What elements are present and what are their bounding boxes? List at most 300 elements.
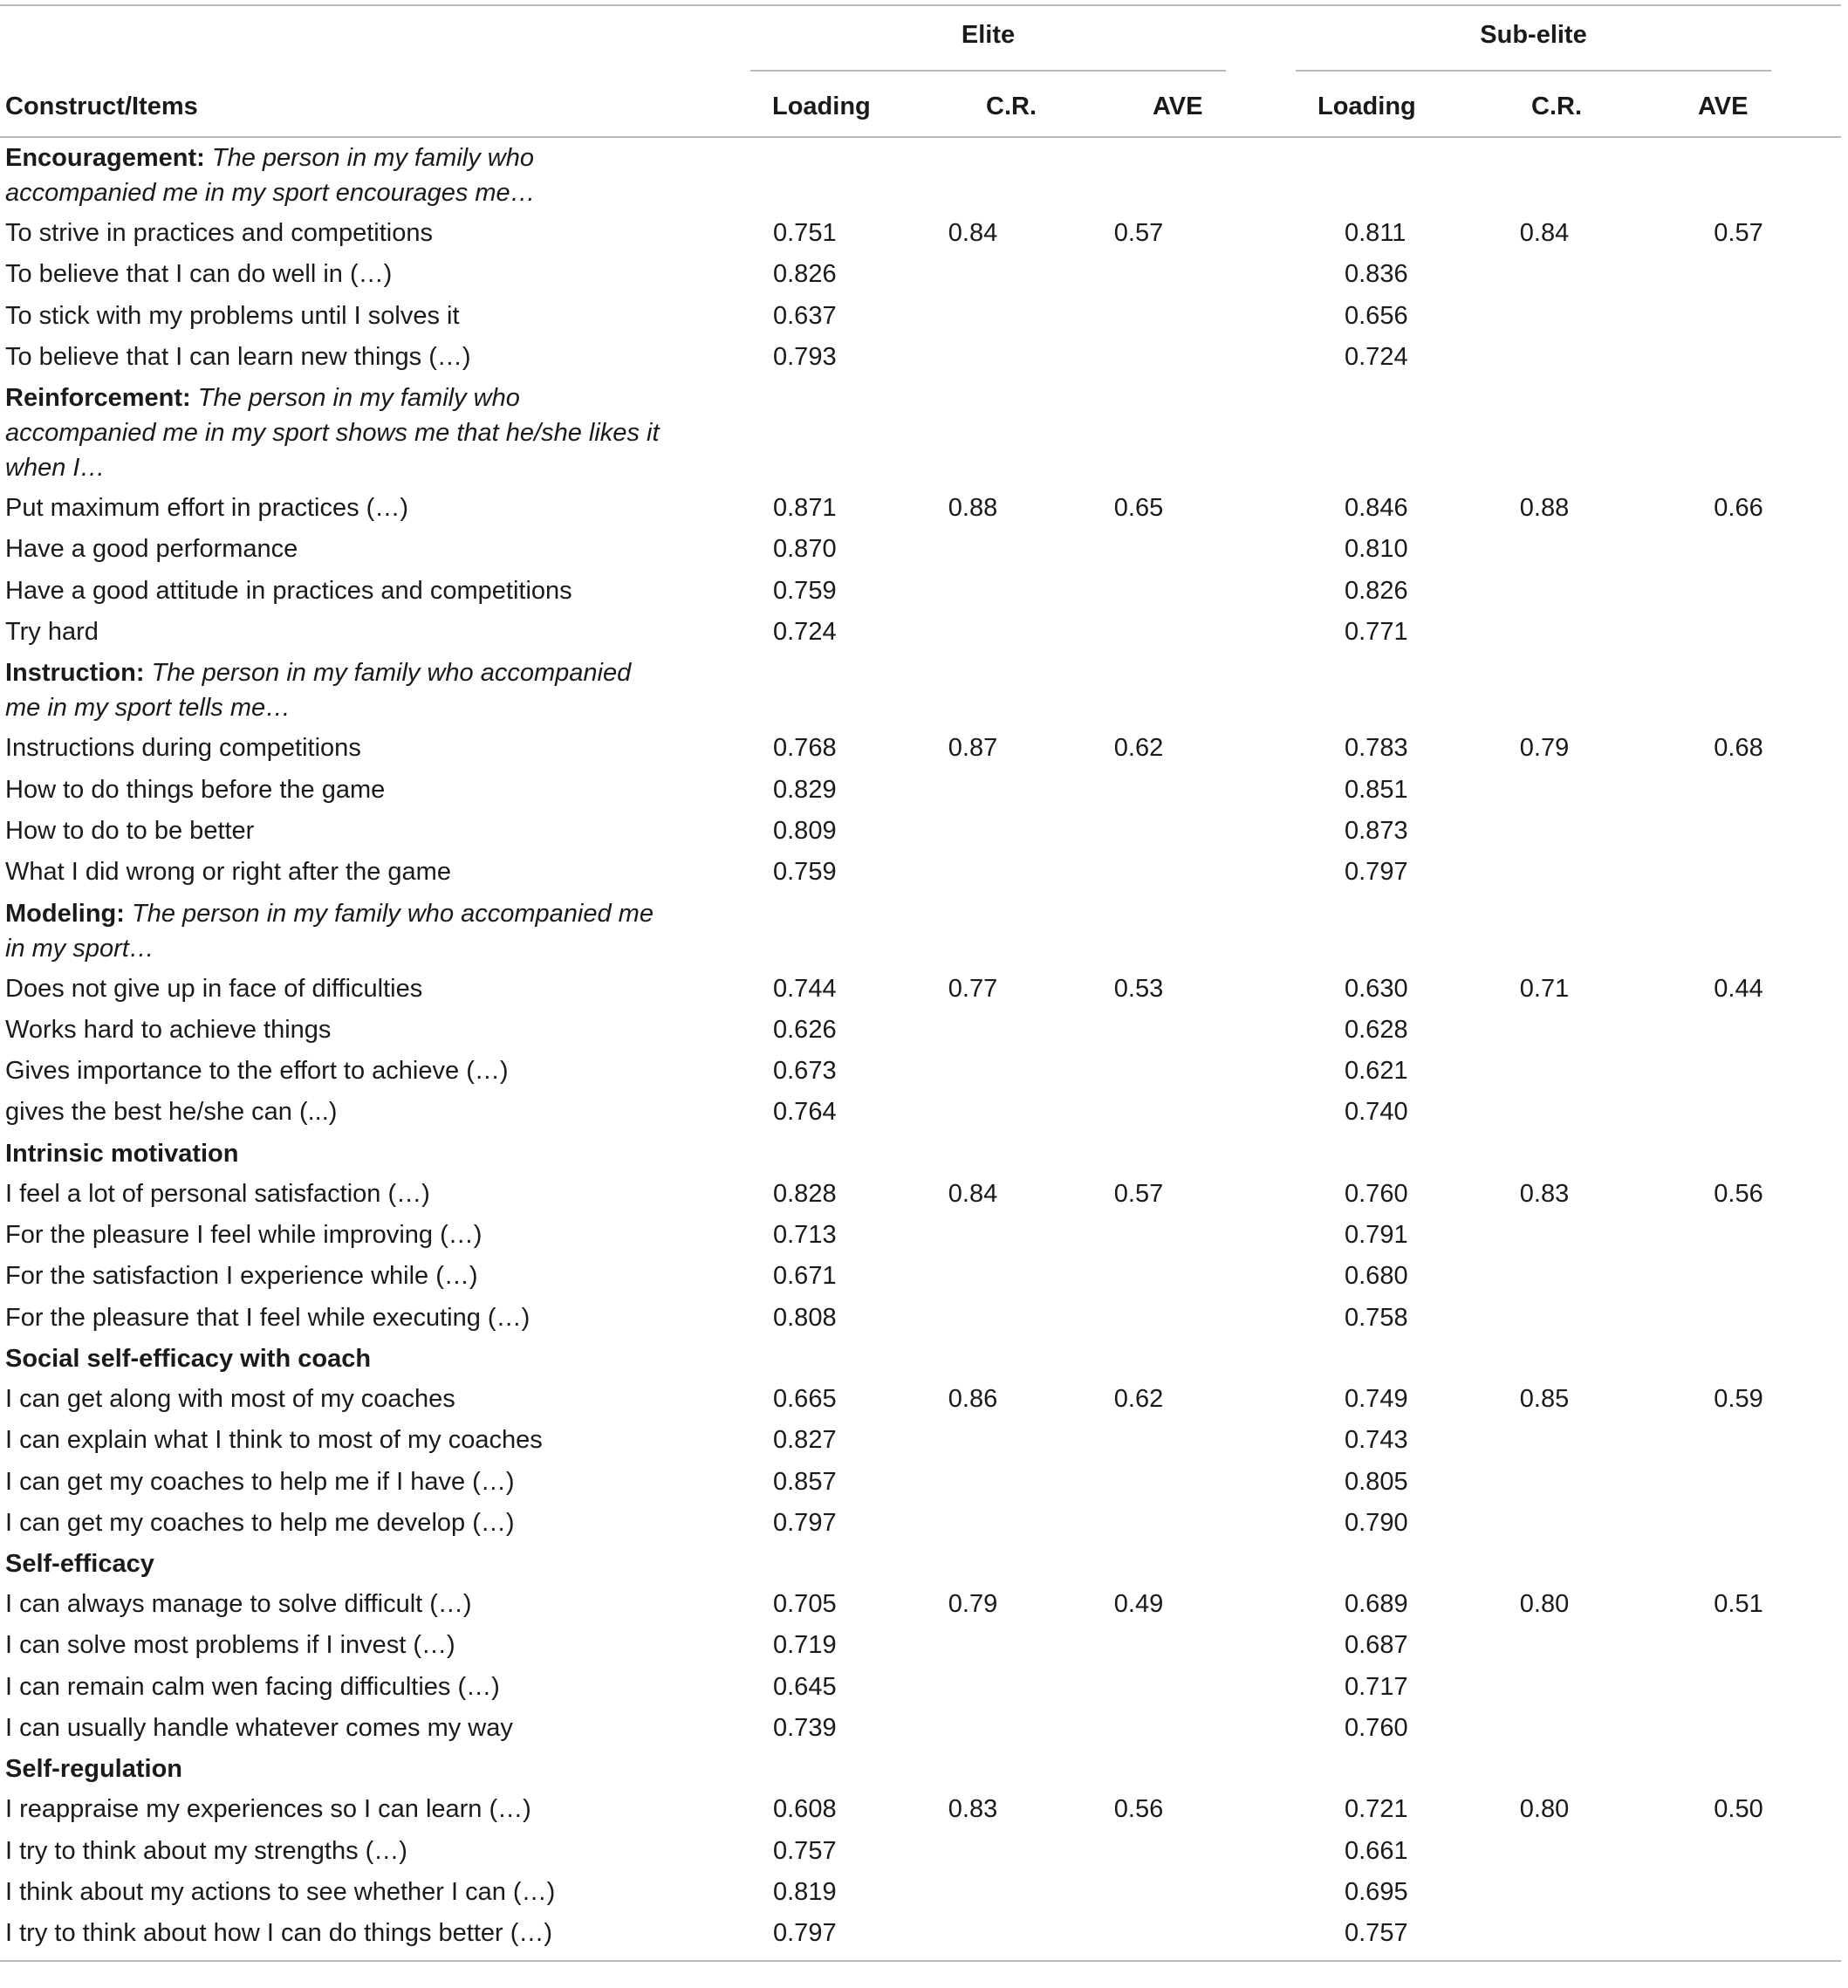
gap-cell (1213, 1379, 1320, 1420)
empty-cell (1064, 138, 1213, 213)
sub-elite-ave: 0.44 (1714, 974, 1763, 1003)
gap-cell (1213, 1667, 1320, 1708)
empty-cell (749, 1134, 881, 1174)
empty-cell (881, 653, 1064, 728)
sub-elite-loading: 0.680 (1345, 1262, 1408, 1291)
sub-elite-cr (1453, 1708, 1636, 1749)
elite-ave (1064, 1503, 1213, 1544)
sub-elite-ave (1636, 1298, 1841, 1339)
empty-cell (1636, 1544, 1841, 1584)
table-row (0, 969, 1841, 1010)
gap-cell (1213, 1174, 1320, 1215)
elite-ave (1064, 1092, 1213, 1133)
item-label: I can explain what I think to most of my coaches (5, 1426, 543, 1455)
section-description: The person in my family who accompanied me in my sport… (5, 899, 654, 963)
empty-cell (1320, 653, 1453, 728)
sub-elite-loading: 0.791 (1345, 1221, 1408, 1250)
empty-cell (1320, 1339, 1453, 1379)
gap-cell (1213, 1092, 1320, 1133)
sub-elite-loading: 0.621 (1345, 1057, 1408, 1086)
item-label: I try to think about how I can do things better (…) (5, 1919, 553, 1948)
sub-elite-cr (1453, 811, 1636, 852)
gap-cell (1213, 571, 1320, 612)
section-header-row (0, 1544, 1841, 1584)
gap-cell (1213, 296, 1320, 337)
empty-cell (1213, 653, 1320, 728)
item-label: To stick with my problems until I solves it (5, 301, 460, 330)
col-header-sub-elite-ave: AVE (1698, 93, 1749, 120)
sub-elite-ave (1636, 1256, 1841, 1297)
sub-elite-cr (1453, 1913, 1636, 1954)
section-title (5, 1546, 668, 1581)
elite-cr (881, 337, 1064, 378)
sub-elite-cr: 0.71 (1519, 974, 1570, 1003)
elite-cr (881, 1010, 1064, 1051)
elite-loading: 0.719 (773, 1631, 837, 1660)
empty-cell (749, 378, 881, 488)
gap-cell (1213, 969, 1320, 1010)
elite-loading: 0.809 (773, 816, 837, 845)
sub-elite-loading: 0.846 (1345, 494, 1408, 523)
elite-cr (881, 1256, 1064, 1297)
col-header-sub-elite-loading: Loading (1318, 93, 1416, 120)
sub-elite-cr (1453, 1420, 1636, 1461)
elite-ave (1064, 337, 1213, 378)
gap-cell (1213, 529, 1320, 570)
empty-cell (1636, 1339, 1841, 1379)
table-row (0, 1831, 1841, 1872)
empty-cell (1213, 1749, 1320, 1789)
table-row (0, 1420, 1841, 1461)
section-name: Self-regulation (5, 1755, 183, 1784)
gap-cell (1213, 728, 1320, 769)
sub-elite-loading: 0.805 (1345, 1467, 1408, 1496)
empty-cell (1064, 653, 1213, 728)
item-label: I can get along with most of my coaches (5, 1384, 455, 1413)
empty-cell (881, 1544, 1064, 1584)
elite-cr (881, 1708, 1064, 1749)
empty-cell (881, 138, 1064, 213)
sub-elite-cr (1453, 1256, 1636, 1297)
col-header-item: Construct/Items (5, 93, 198, 120)
elite-loading: 0.797 (773, 1508, 837, 1537)
empty-cell (1320, 138, 1453, 213)
item-label: To strive in practices and competitions (5, 219, 433, 247)
empty-cell (1636, 1134, 1841, 1174)
item-label: Try hard (5, 618, 99, 647)
elite-cr (881, 770, 1064, 811)
elite-ave: 0.62 (1113, 734, 1164, 763)
gap-cell (1213, 1708, 1320, 1749)
sub-elite-cr: 0.85 (1519, 1384, 1570, 1413)
table-row (0, 1503, 1841, 1544)
elite-ave (1064, 1010, 1213, 1051)
table-row (0, 1256, 1841, 1297)
elite-ave (1064, 852, 1213, 893)
table-row (0, 1215, 1841, 1256)
item-label: Have a good performance (5, 535, 298, 564)
gap-cell (1213, 213, 1320, 254)
sub-elite-loading: 0.721 (1345, 1795, 1408, 1824)
empty-cell (881, 378, 1064, 488)
gap-cell (1213, 612, 1320, 653)
gap-cell (1213, 852, 1320, 893)
section-title-cell (0, 653, 749, 728)
empty-cell (1453, 138, 1636, 213)
gap-cell (1213, 1215, 1320, 1256)
empty-cell (1453, 653, 1636, 728)
table-row (0, 1789, 1841, 1830)
empty-cell (1453, 1134, 1636, 1174)
section-name: Reinforcement: (5, 384, 191, 413)
elite-cr: 0.88 (948, 494, 998, 523)
table-row (0, 1708, 1841, 1749)
gap-cell (1213, 254, 1320, 295)
section-header-row (0, 1749, 1841, 1789)
sub-elite-ave: 0.66 (1714, 494, 1763, 523)
gap-cell (1213, 811, 1320, 852)
elite-ave (1064, 1667, 1213, 1708)
gap-cell (1213, 1462, 1320, 1503)
empty-cell (1320, 1749, 1453, 1789)
elite-cr (881, 571, 1064, 612)
elite-loading: 0.671 (773, 1262, 837, 1291)
item-label: To believe that I can do well in (…) (5, 260, 393, 289)
sub-elite-cr (1453, 1625, 1636, 1666)
sub-elite-ave (1636, 852, 1841, 893)
empty-cell (1453, 1339, 1636, 1379)
section-description: The person in my family who accompanied me in my sport shows me that he/she likes it when I… (5, 384, 660, 483)
elite-ave (1064, 1462, 1213, 1503)
gap-cell (1213, 1298, 1320, 1339)
sub-elite-ave (1636, 811, 1841, 852)
elite-ave (1064, 1051, 1213, 1092)
elite-cr (881, 1503, 1064, 1544)
elite-cr (881, 1462, 1064, 1503)
table-row (0, 1174, 1841, 1215)
empty-cell (1453, 1749, 1636, 1789)
sub-elite-ave (1636, 612, 1841, 653)
sub-elite-cr: 0.83 (1519, 1179, 1570, 1208)
item-label: I feel a lot of personal satisfaction (…) (5, 1179, 430, 1208)
sub-elite-ave (1636, 1708, 1841, 1749)
item-label: gives the best he/she can (...) (5, 1098, 338, 1127)
item-label: Have a good attitude in practices and competitions (5, 576, 572, 605)
empty-cell (1636, 1749, 1841, 1789)
elite-loading: 0.808 (773, 1303, 837, 1332)
table-row (0, 1092, 1841, 1133)
sub-elite-loading: 0.628 (1345, 1015, 1408, 1044)
elite-loading: 0.797 (773, 1919, 837, 1948)
empty-cell (881, 1749, 1064, 1789)
elite-ave: 0.56 (1113, 1795, 1164, 1824)
sub-elite-loading: 0.717 (1345, 1672, 1408, 1701)
item-label: To believe that I can learn new things (…) (5, 342, 471, 371)
sub-elite-cr (1453, 1667, 1636, 1708)
elite-loading: 0.871 (773, 494, 837, 523)
elite-cr: 0.86 (948, 1384, 998, 1413)
elite-ave (1064, 1708, 1213, 1749)
empty-cell (1064, 378, 1213, 488)
sub-elite-loading: 0.797 (1345, 858, 1408, 887)
elite-loading: 0.870 (773, 535, 837, 564)
section-title (5, 655, 668, 725)
elite-loading: 0.705 (773, 1590, 837, 1619)
elite-loading: 0.637 (773, 301, 837, 330)
empty-cell (1320, 378, 1453, 488)
elite-loading: 0.673 (773, 1057, 837, 1086)
empty-cell (1213, 1339, 1320, 1379)
elite-cr (881, 1420, 1064, 1461)
section-name: Instruction: (5, 659, 145, 688)
elite-cr (881, 529, 1064, 570)
elite-ave: 0.57 (1113, 1179, 1164, 1208)
sub-elite-cr (1453, 852, 1636, 893)
elite-cr (881, 1872, 1064, 1913)
table-row (0, 770, 1841, 811)
elite-loading: 0.759 (773, 858, 837, 887)
elite-cr (881, 1667, 1064, 1708)
empty-cell (1636, 653, 1841, 728)
empty-cell (749, 1749, 881, 1789)
elite-ave (1064, 1625, 1213, 1666)
elite-ave (1064, 529, 1213, 570)
sub-elite-ave: 0.59 (1714, 1384, 1763, 1413)
empty-cell (1453, 1544, 1636, 1584)
table-row (0, 1051, 1841, 1092)
elite-cr: 0.83 (948, 1795, 998, 1824)
item-label: Does not give up in face of difficulties (5, 974, 423, 1003)
section-title (5, 1136, 668, 1171)
elite-loading: 0.713 (773, 1221, 837, 1250)
empty-cell (1453, 894, 1636, 969)
gap-cell (1213, 1256, 1320, 1297)
sub-elite-ave (1636, 1831, 1841, 1872)
empty-cell (1064, 894, 1213, 969)
sub-elite-loading: 0.790 (1345, 1508, 1408, 1537)
sub-elite-loading: 0.811 (1345, 219, 1407, 247)
elite-loading: 0.827 (773, 1426, 837, 1455)
elite-loading: 0.826 (773, 260, 837, 289)
empty-cell (1213, 378, 1320, 488)
section-header-row (0, 1134, 1841, 1174)
sub-elite-ave (1636, 571, 1841, 612)
sub-elite-loading: 0.760 (1345, 1179, 1408, 1208)
loadings-table (0, 138, 1841, 1955)
empty-cell (749, 138, 881, 213)
elite-cr (881, 811, 1064, 852)
elite-cr (881, 612, 1064, 653)
sub-elite-cr (1453, 770, 1636, 811)
table-row (0, 213, 1841, 254)
section-title-cell (0, 138, 749, 213)
col-header-elite-loading: Loading (772, 93, 871, 120)
elite-loading: 0.857 (773, 1467, 837, 1496)
elite-ave (1064, 1256, 1213, 1297)
table-row (0, 1913, 1841, 1954)
elite-ave: 0.62 (1113, 1384, 1164, 1413)
section-title-cell (0, 1339, 749, 1379)
sub-elite-ave (1636, 1503, 1841, 1544)
elite-ave (1064, 1872, 1213, 1913)
col-header-elite-ave: AVE (1153, 93, 1203, 120)
elite-cr (881, 1625, 1064, 1666)
gap-cell (1213, 337, 1320, 378)
elite-cr: 0.79 (948, 1590, 998, 1619)
sub-elite-loading: 0.836 (1345, 260, 1408, 289)
elite-loading: 0.759 (773, 576, 837, 605)
section-header-row (0, 1339, 1841, 1379)
gap-cell (1213, 1420, 1320, 1461)
elite-loading: 0.829 (773, 775, 837, 804)
item-label: I can solve most problems if I invest (…) (5, 1631, 455, 1660)
section-header-row (0, 653, 1841, 728)
elite-cr: 0.87 (948, 734, 998, 763)
section-description: The person in my family who accompanied me in my sport encourages me… (5, 144, 536, 207)
item-label: I reappraise my experiences so I can learn (…) (5, 1795, 531, 1824)
empty-cell (1213, 138, 1320, 213)
gap-cell (1213, 770, 1320, 811)
section-name: Encouragement: (5, 144, 205, 172)
sub-elite-ave (1636, 1913, 1841, 1954)
table-row (0, 1379, 1841, 1420)
item-label: Gives importance to the effort to achieve (…) (5, 1057, 509, 1086)
elite-group-rule (750, 70, 1226, 72)
empty-cell (1064, 1339, 1213, 1379)
section-title-cell (0, 1544, 749, 1584)
sub-elite-ave: 0.57 (1714, 219, 1763, 247)
empty-cell (749, 653, 881, 728)
empty-cell (1320, 1544, 1453, 1584)
sub-elite-loading: 0.740 (1345, 1098, 1408, 1127)
section-name: Modeling: (5, 899, 125, 928)
gap-cell (1213, 1010, 1320, 1051)
sub-elite-cr (1453, 1831, 1636, 1872)
sub-elite-cr (1453, 571, 1636, 612)
table-row (0, 337, 1841, 378)
sub-elite-loading: 0.826 (1345, 576, 1408, 605)
table-row (0, 296, 1841, 337)
item-label: I can get my coaches to help me develop (…) (5, 1508, 515, 1537)
elite-loading: 0.793 (773, 342, 837, 371)
item-label: What I did wrong or right after the game (5, 858, 451, 887)
elite-ave (1064, 254, 1213, 295)
item-label: I can always manage to solve difficult (…) (5, 1590, 472, 1619)
table-row (0, 852, 1841, 893)
sub-elite-ave (1636, 770, 1841, 811)
table-row (0, 811, 1841, 852)
elite-cr (881, 852, 1064, 893)
section-header-row (0, 894, 1841, 969)
item-label: For the pleasure that I feel while executing (…) (5, 1303, 530, 1332)
elite-cr (881, 1051, 1064, 1092)
sub-elite-cr: 0.79 (1519, 734, 1570, 763)
elite-ave: 0.53 (1113, 974, 1164, 1003)
sub-elite-loading: 0.724 (1345, 342, 1408, 371)
elite-loading: 0.645 (773, 1672, 837, 1701)
elite-ave: 0.49 (1113, 1590, 1164, 1619)
table-row (0, 254, 1841, 295)
empty-cell (1636, 894, 1841, 969)
gap-cell (1213, 1625, 1320, 1666)
table-row (0, 1462, 1841, 1503)
sub-elite-cr (1453, 296, 1636, 337)
sub-elite-ave: 0.51 (1714, 1590, 1763, 1619)
group-header-sub-elite: Sub-elite (1480, 21, 1587, 49)
item-label: I think about my actions to see whether I can (…) (5, 1877, 556, 1906)
gap-cell (1213, 1872, 1320, 1913)
elite-loading: 0.764 (773, 1098, 837, 1127)
empty-cell (749, 1339, 881, 1379)
sub-elite-ave (1636, 1420, 1841, 1461)
elite-cr (881, 1831, 1064, 1872)
elite-loading: 0.626 (773, 1015, 837, 1044)
sub-elite-loading: 0.771 (1345, 618, 1408, 647)
section-title-cell (0, 894, 749, 969)
sub-elite-ave: 0.50 (1714, 1795, 1763, 1824)
sub-elite-loading: 0.689 (1345, 1590, 1408, 1619)
elite-ave (1064, 571, 1213, 612)
section-title (5, 1751, 668, 1786)
section-title-cell (0, 1749, 749, 1789)
sub-elite-ave (1636, 1092, 1841, 1133)
sub-elite-cr: 0.80 (1519, 1590, 1570, 1619)
col-header-elite-cr: C.R. (986, 93, 1037, 120)
gap-cell (1213, 1789, 1320, 1830)
bottom-rule (0, 1960, 1841, 1962)
elite-ave: 0.57 (1113, 219, 1164, 247)
section-description: The person in my family who accompanied me in my sport tells me… (5, 659, 632, 723)
sub-elite-cr (1453, 1051, 1636, 1092)
elite-ave (1064, 1215, 1213, 1256)
empty-cell (881, 1134, 1064, 1174)
sub-elite-cr (1453, 612, 1636, 653)
empty-cell (1320, 1134, 1453, 1174)
item-label: How to do to be better (5, 816, 255, 845)
elite-ave (1064, 612, 1213, 653)
sub-elite-cr: 0.88 (1519, 494, 1570, 523)
sub-elite-ave (1636, 1462, 1841, 1503)
sub-elite-ave (1636, 1010, 1841, 1051)
elite-ave (1064, 770, 1213, 811)
sub-elite-ave: 0.68 (1714, 734, 1763, 763)
section-name: Social self-efficacy with coach (5, 1344, 372, 1373)
section-header-row (0, 378, 1841, 488)
col-header-sub-elite-cr: C.R. (1531, 93, 1582, 120)
empty-cell (881, 1339, 1064, 1379)
gap-cell (1213, 1503, 1320, 1544)
sub-elite-ave (1636, 337, 1841, 378)
sub-elite-cr (1453, 337, 1636, 378)
elite-ave (1064, 1420, 1213, 1461)
empty-cell (1453, 378, 1636, 488)
sub-elite-cr (1453, 1092, 1636, 1133)
sub-elite-group-rule (1296, 70, 1771, 72)
sub-elite-ave (1636, 254, 1841, 295)
item-label: I try to think about my strengths (…) (5, 1836, 407, 1865)
elite-loading: 0.828 (773, 1179, 837, 1208)
section-title (5, 896, 668, 966)
item-label: Works hard to achieve things (5, 1015, 332, 1044)
item-label: Instructions during competitions (5, 734, 361, 763)
table-row (0, 1010, 1841, 1051)
sub-elite-loading: 0.873 (1345, 816, 1408, 845)
sub-elite-ave (1636, 296, 1841, 337)
elite-cr: 0.77 (948, 974, 998, 1003)
sub-elite-cr (1453, 1462, 1636, 1503)
elite-cr (881, 296, 1064, 337)
sub-elite-ave (1636, 1872, 1841, 1913)
